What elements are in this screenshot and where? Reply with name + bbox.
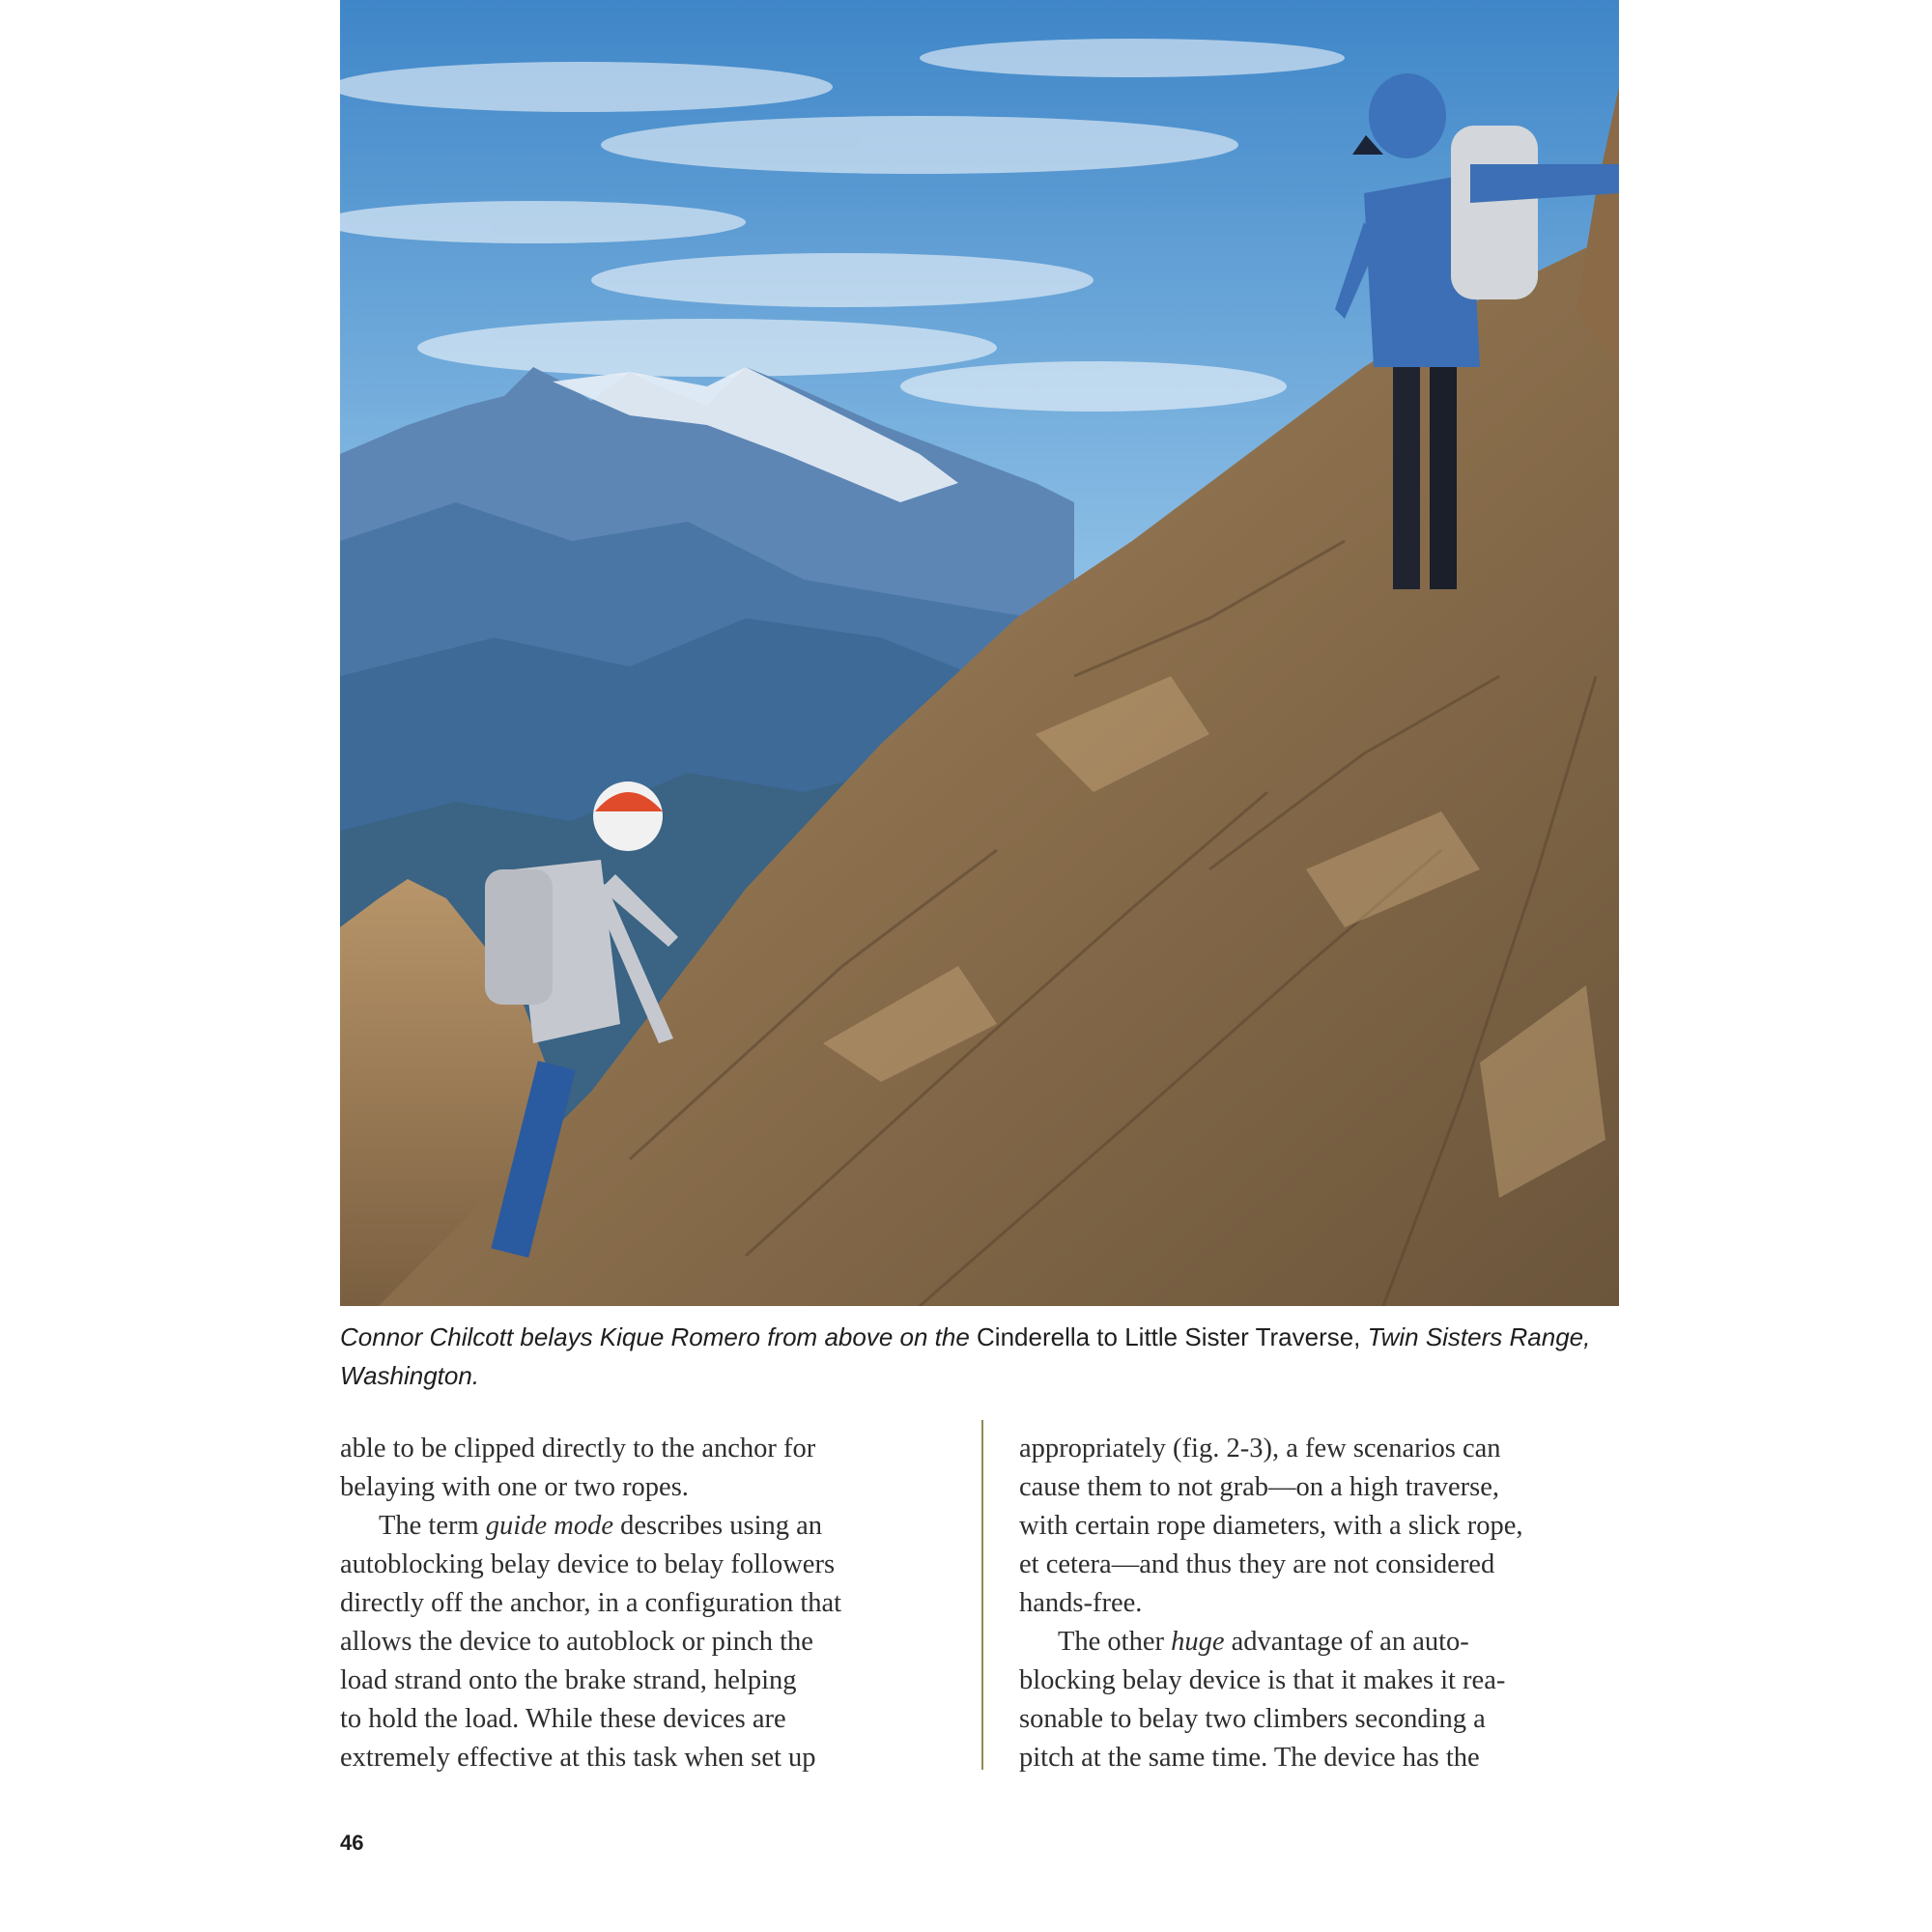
- text-line: appropriately (fig. 2-3), a few scenarios can: [1019, 1434, 1501, 1463]
- paragraph: [340, 1430, 958, 1507]
- text-line: blocking belay device is that it makes it rea-: [1019, 1665, 1506, 1695]
- caption-italic-lead: Connor Chilcott belays Kique Romero from above on the: [340, 1322, 978, 1351]
- text-line: belaying with one or two ropes.: [340, 1472, 689, 1502]
- text-line: [340, 1507, 958, 1546]
- text-run: The term: [379, 1511, 486, 1541]
- text-run: advantage of an auto-: [1224, 1627, 1469, 1657]
- caption-italic-location: Twin Sisters Range, Washington.: [340, 1322, 1591, 1390]
- text-run: The other: [1058, 1627, 1172, 1657]
- text-line: cause them to not grab—on a high traverse,: [1019, 1472, 1500, 1502]
- text-line: sonable to belay two climbers seconding a: [1019, 1704, 1486, 1734]
- text-line: load strand onto the brake strand, helping: [340, 1665, 797, 1695]
- caption-route-name: Cinderella to Little Sister Traverse,: [977, 1322, 1361, 1351]
- text-line: to hold the load. While these devices are: [340, 1704, 786, 1734]
- text-line: allows the device to autoblock or pinch the: [340, 1627, 813, 1657]
- photo-caption: [340, 1318, 1625, 1395]
- text-line: extremely effective at this task when set up: [340, 1743, 816, 1773]
- paragraph: [340, 1507, 958, 1777]
- text-line: able to be clipped directly to the anchor for: [340, 1434, 816, 1463]
- term-emphasis: guide mode: [485, 1511, 613, 1541]
- text-line: et cetera—and thus they are not considered: [1019, 1549, 1495, 1579]
- paragraph: [1019, 1430, 1637, 1623]
- body-column-right: [1019, 1430, 1637, 1777]
- text-line: with certain rope diameters, with a slick rope,: [1019, 1511, 1523, 1541]
- term-emphasis: huge: [1171, 1627, 1225, 1657]
- text-run: describes using an: [612, 1511, 823, 1541]
- body-column-left: [340, 1430, 958, 1777]
- text-line: [1019, 1623, 1637, 1662]
- climbing-photo: [340, 0, 1619, 1306]
- text-line: pitch at the same time. The device has the: [1019, 1743, 1480, 1773]
- column-divider: [981, 1420, 983, 1770]
- text-line: hands-free.: [1019, 1588, 1143, 1618]
- page-number: 46: [340, 1831, 364, 1855]
- text-line: autoblocking belay device to belay followers: [340, 1549, 836, 1579]
- paragraph: [1019, 1623, 1637, 1777]
- text-line: directly off the anchor, in a configuration that: [340, 1588, 842, 1618]
